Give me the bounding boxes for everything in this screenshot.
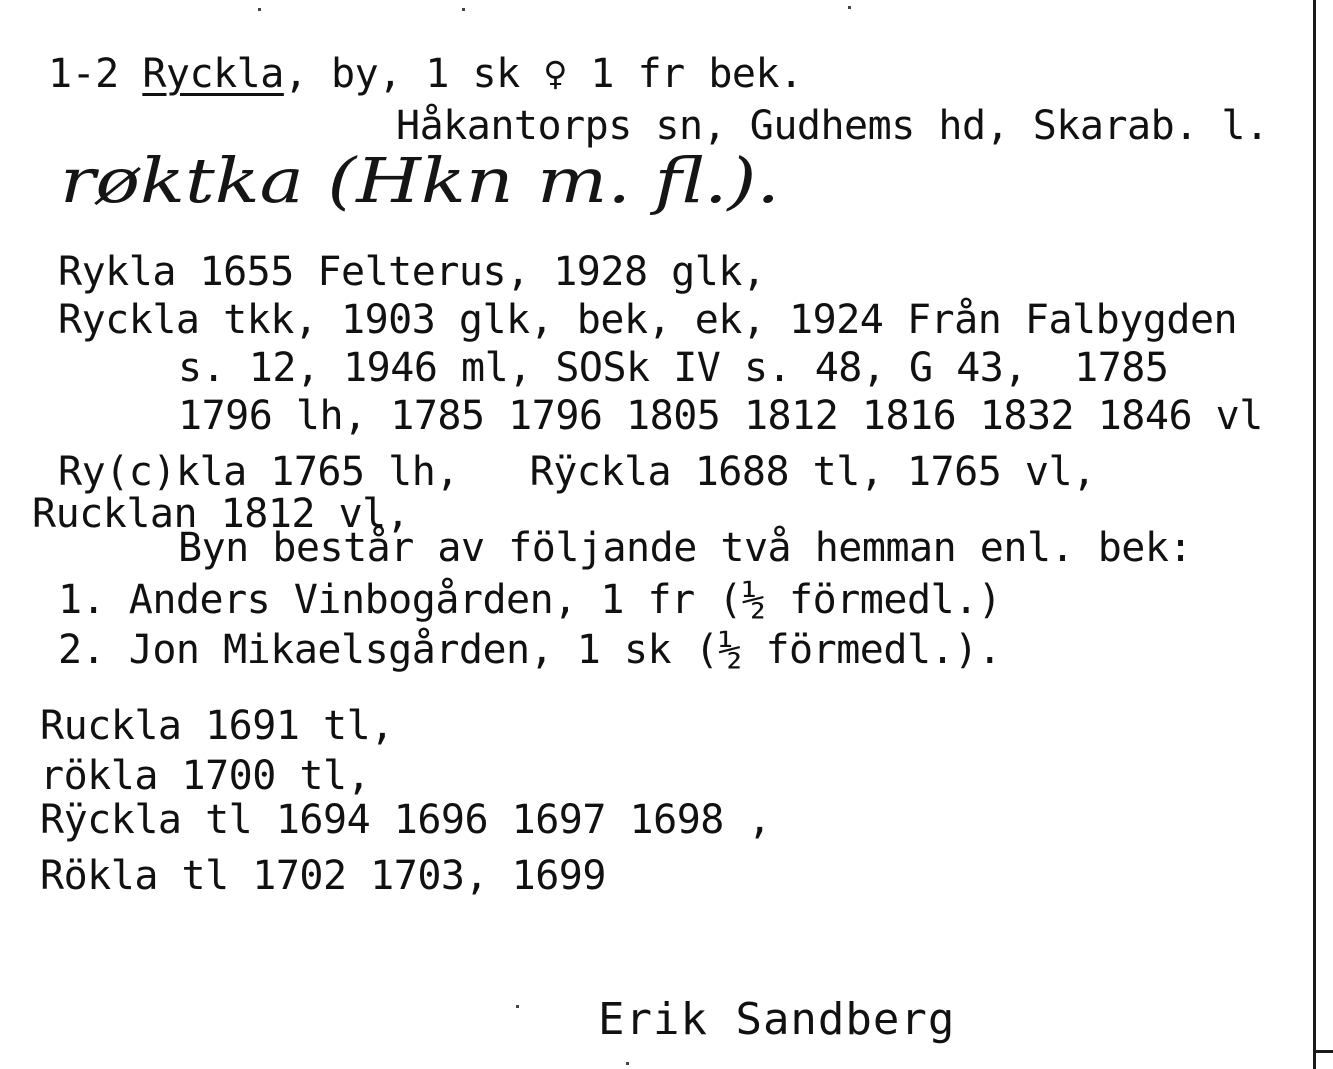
record-line: s. 12, 1946 ml, SOSk IV s. 48, G 43, 1785 xyxy=(178,345,1169,391)
entry-number: 1-2 xyxy=(48,51,119,97)
record-line: Ry(c)kla 1765 lh, Rÿckla 1688 tl, 1765 vl, xyxy=(58,449,1096,495)
scan-speck xyxy=(258,8,261,11)
signature: Erik Sandberg xyxy=(598,994,956,1045)
record-line: 1796 lh, 1785 1796 1805 1812 1816 1832 1846 vl xyxy=(178,393,1263,439)
card-right-border xyxy=(1313,0,1316,1069)
later-record-line: Ruckla 1691 tl, xyxy=(40,703,394,749)
header-rest: , by, 1 sk ♀ 1 fr bek. xyxy=(283,51,803,97)
record-line: Rucklan 1812 vl, xyxy=(32,491,410,537)
later-record-line: Rökla tl 1702 1703, 1699 xyxy=(40,853,606,899)
later-record-line: rökla 1700 tl, xyxy=(40,753,371,799)
handwritten-note xyxy=(60,140,820,250)
scan-speck xyxy=(626,1062,629,1065)
svg-text:røktka (Hkn m. fl.).: røktka (Hkn m. fl.). xyxy=(60,144,780,217)
scan-speck xyxy=(462,8,465,11)
scan-speck xyxy=(516,1005,519,1008)
record-line: Rykla 1655 Felterus, 1928 glk, xyxy=(58,249,766,295)
card-corner-border xyxy=(1316,1050,1333,1053)
hemman-item: 2. Jon Mikaelsgården, 1 sk (½ förmedl.). xyxy=(58,627,1002,673)
header-line xyxy=(48,52,803,96)
byn-header: Byn består av följande två hemman enl. bek: xyxy=(178,525,1193,571)
hemman-item: 1. Anders Vinbogården, 1 fr (½ förmedl.) xyxy=(58,577,1002,623)
later-record-line: Rÿckla tl 1694 1696 1697 1698 , xyxy=(40,797,772,843)
place-name: Ryckla xyxy=(142,51,284,97)
scan-speck xyxy=(848,6,851,9)
parish-line: Håkantorps sn, Gudhems hd, Skarab. l. xyxy=(396,103,1269,149)
record-line: Ryckla tkk, 1903 glk, bek, ek, 1924 Från Falbygden xyxy=(58,297,1238,343)
